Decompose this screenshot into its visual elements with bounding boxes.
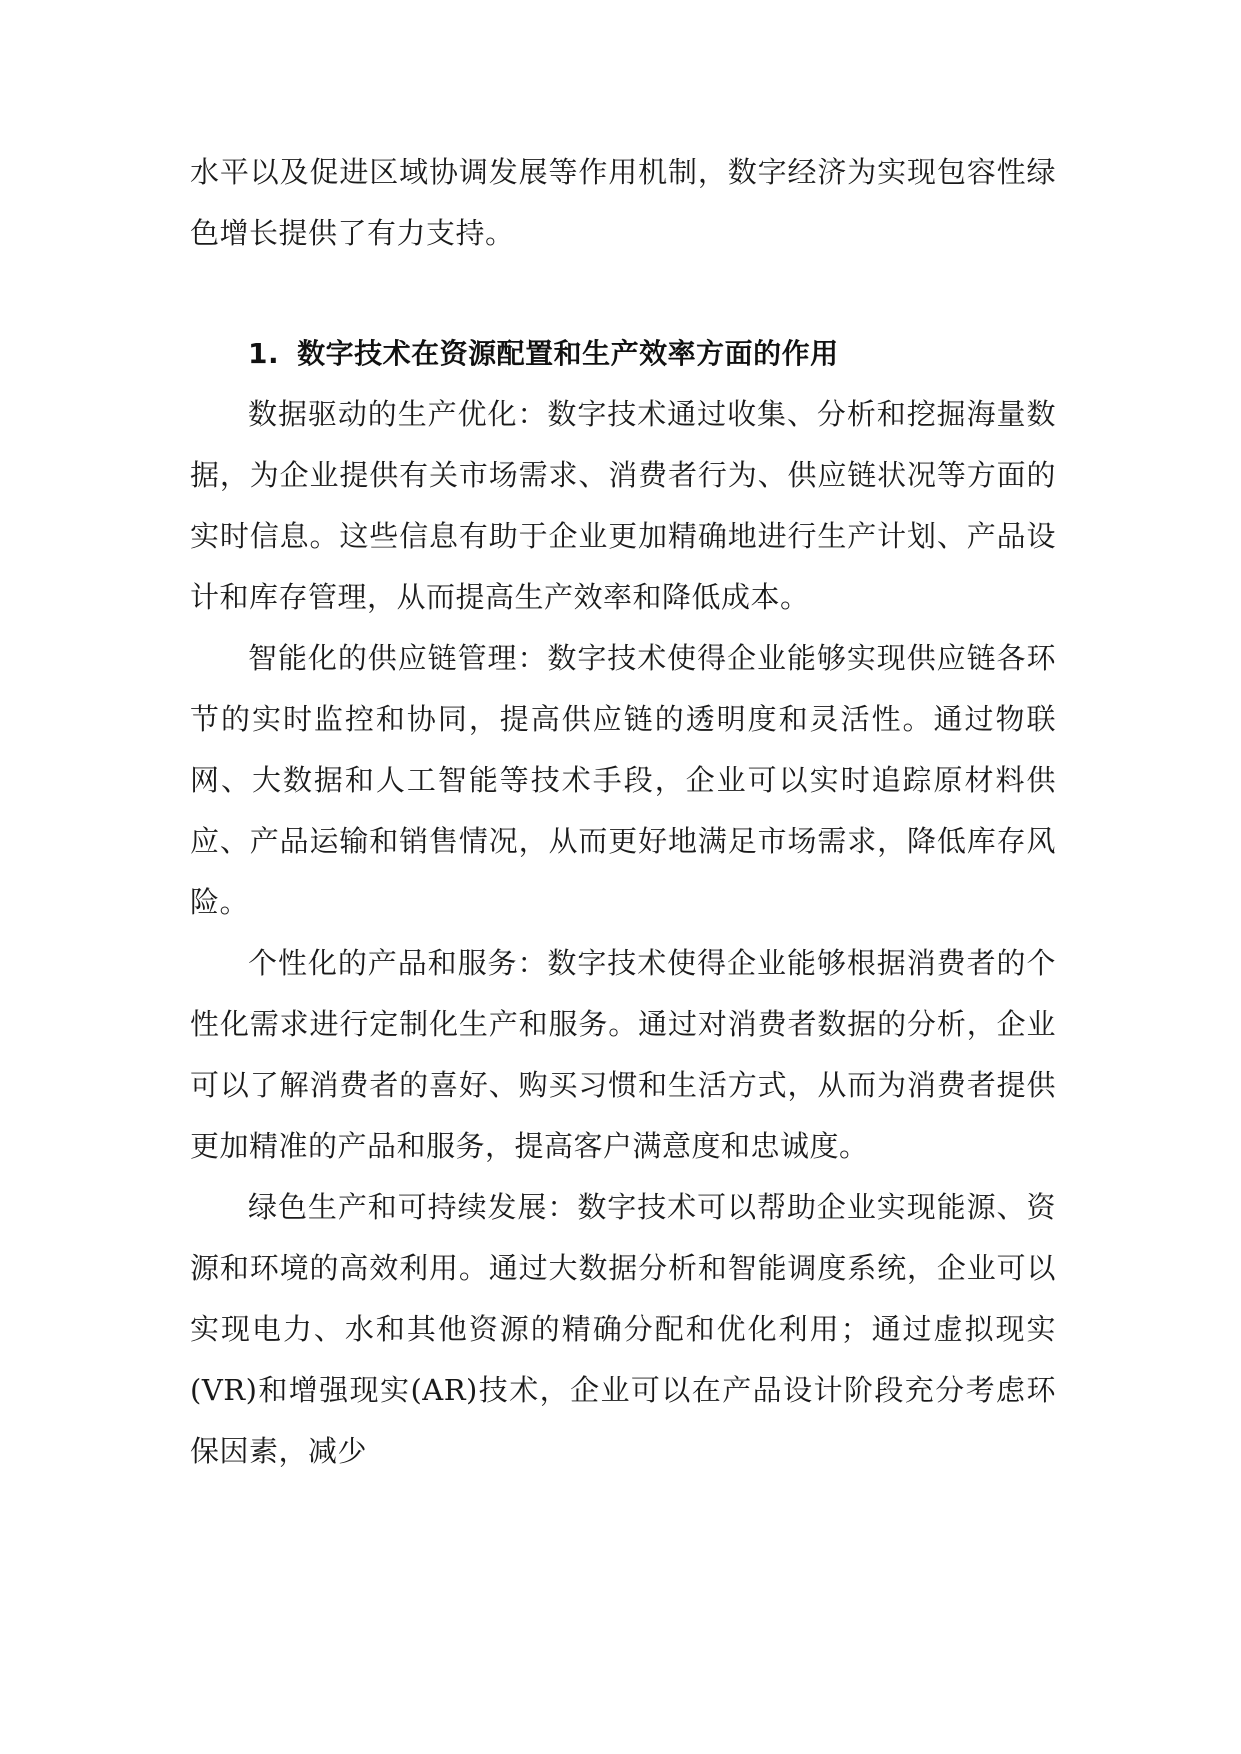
section-number: 1. bbox=[248, 337, 280, 370]
paragraph-personalized-products: 个性化的产品和服务：数字技术使得企业能够根据消费者的个性化需求进行定制化生产和服务。通过对消费者数据的分析，企业可以了解消费者的喜好、购买习惯和生活方式，从而为消费者提供更加精准的产品和服务，提高客户满意度和忠诚度。 bbox=[190, 946, 1056, 1163]
section-title: 数字技术在资源配置和生产效率方面的作用 bbox=[297, 337, 839, 370]
paragraph-green-production: 绿色生产和可持续发展：数字技术可以帮助企业实现能源、资源和环境的高效利用。通过大数据分析和智能调度系统，企业可以实现电力、水和其他资源的精确分配和优化利用；通过虚拟现实(VR)和增强现实(AR)技术，企业可以在产品设计阶段充分考虑环保因素，减少 bbox=[190, 1190, 1056, 1468]
paragraph-smart-supply-chain: 智能化的供应链管理：数字技术使得企业能够实现供应链各环节的实时监控和协同，提高供应链的透明度和灵活性。通过物联网、大数据和人工智能等技术手段，企业可以实时追踪原材料供应、产品运输和销售情况，从而更好地满足市场需求，降低库存风险。 bbox=[190, 641, 1056, 919]
intro-paragraph: 水平以及促进区域协调发展等作用机制，数字经济为实现包容性绿色增长提供了有力支持。 bbox=[190, 155, 1056, 250]
paragraph-data-driven-production: 数据驱动的生产优化：数字技术通过收集、分析和挖掘海量数据，为企业提供有关市场需求、消费者行为、供应链状况等方面的实时信息。这些信息有助于企业更加精确地进行生产计划、产品设计和库存管理，从而提高生产效率和降低成本。 bbox=[190, 397, 1056, 614]
section-heading bbox=[190, 323, 1056, 384]
document-page bbox=[190, 142, 1056, 1482]
